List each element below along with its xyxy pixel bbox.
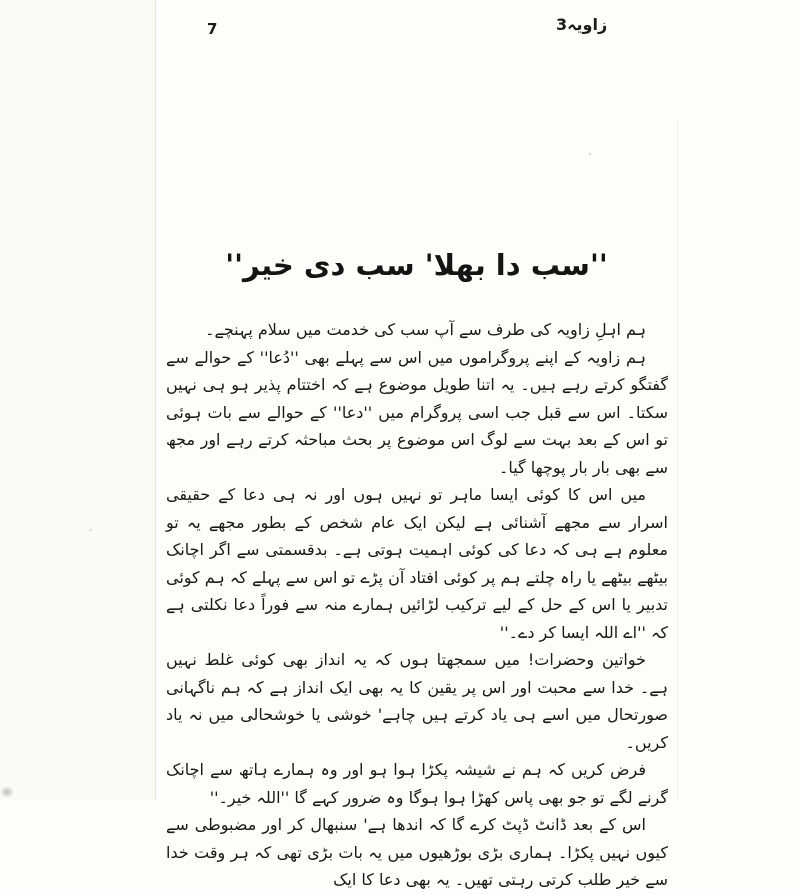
page-edge-line-left [155, 0, 156, 800]
paragraph-not-expert: میں اس کا کوئی ایسا ماہر تو نہیں ہوں اور نہ ہی دعا کے حقیقی اسرار سے مجھے آشنائی ہے لیکن ایک عام شخص کے بطور مجھے یہ تو معلوم ہے ہی کہ دعا کی کوئی اہمیت ہوتی ہے۔ بدقسمتی سے اگر اچانک بیٹھے بیٹھے یا راہ چلتے ہم پر کوئی افتاد آن پڑے تو اس سے پہلے کہ ہم کوئی تدبیر یا اس کے حل کے لیے ترکیب لڑائیں ہمارے منہ سے فوراً دعا نکلتی ہے کہ ''اے اللہ ایسا کر دے۔'' [166, 485, 668, 642]
paragraph-khawateen-hazrat: خواتین وحضرات! میں سمجھتا ہوں کہ یہ انداز بھی کوئی غلط نہیں ہے۔ خدا سے محبت اور اس پر یقین کا یہ بھی ایک انداز ہے کہ ہم ناگہانی صورتحال میں اسے ہی یاد کرتے ہیں چاہے' خوشی یا خوشحالی میں نہ یاد کریں۔ [166, 650, 668, 752]
paragraph-dua-topic: ہم زاویہ کے اپنے پروگراموں میں اس سے پہلے بھی ''دُعا'' کے حوالے سے گفتگو کرتے رہے ہیں۔ یہ اتنا طویل موضوع ہے کہ اختتام پذیر ہو ہی نہیں سکتا۔ اس سے قبل جب اسی پروگرام میں ''دعا'' کے حوالے سے بات ہوئی تو اس کے بعد بہت سے لوگ اس موضوع پر بحث مباحثہ کرتے رہے اور مجھ سے بھی بار بار پوچھا گیا۔ [166, 347, 668, 477]
page-number: 7 [207, 20, 219, 38]
page-left-margin-shade [0, 0, 155, 800]
body-text-column [166, 316, 668, 894]
paragraph-greeting: ہم اہلِ زاویہ کی طرف سے آپ سب کی خدمت میں سلام پہنچے۔ [205, 320, 646, 339]
scan-speck [0, 786, 14, 798]
paragraph-glass-example: فرض کریں کہ ہم نے شیشہ پکڑا ہوا ہو اور وہ ہمارے ہاتھ سے اچانک گرنے لگے تو جو بھی پاس کھڑا ہوا ہوگا وہ ضرور کہے گا ''اللہ خیر۔'' [166, 760, 668, 807]
scan-speck [588, 152, 592, 156]
chapter-title: ''سب دا بھلا' سب دی خیر'' [225, 248, 608, 282]
page-edge-line-right [677, 120, 678, 800]
paragraph-scolding-elders: اس کے بعد ڈانٹ ڈپٹ کرے گا کہ اندھا ہے' سنبھال کر اور مضبوطی سے کیوں نہیں پکڑا۔ ہماری بڑی بوڑھیوں میں یہ بات بڑی تھی کہ ہر وقت خدا سے خیر طلب کرتی رہتی تھیں۔ یہ بھی دعا کا ایک [166, 815, 668, 889]
scan-speck [88, 528, 93, 532]
running-header-book-title: زاویہ3 [556, 15, 608, 34]
